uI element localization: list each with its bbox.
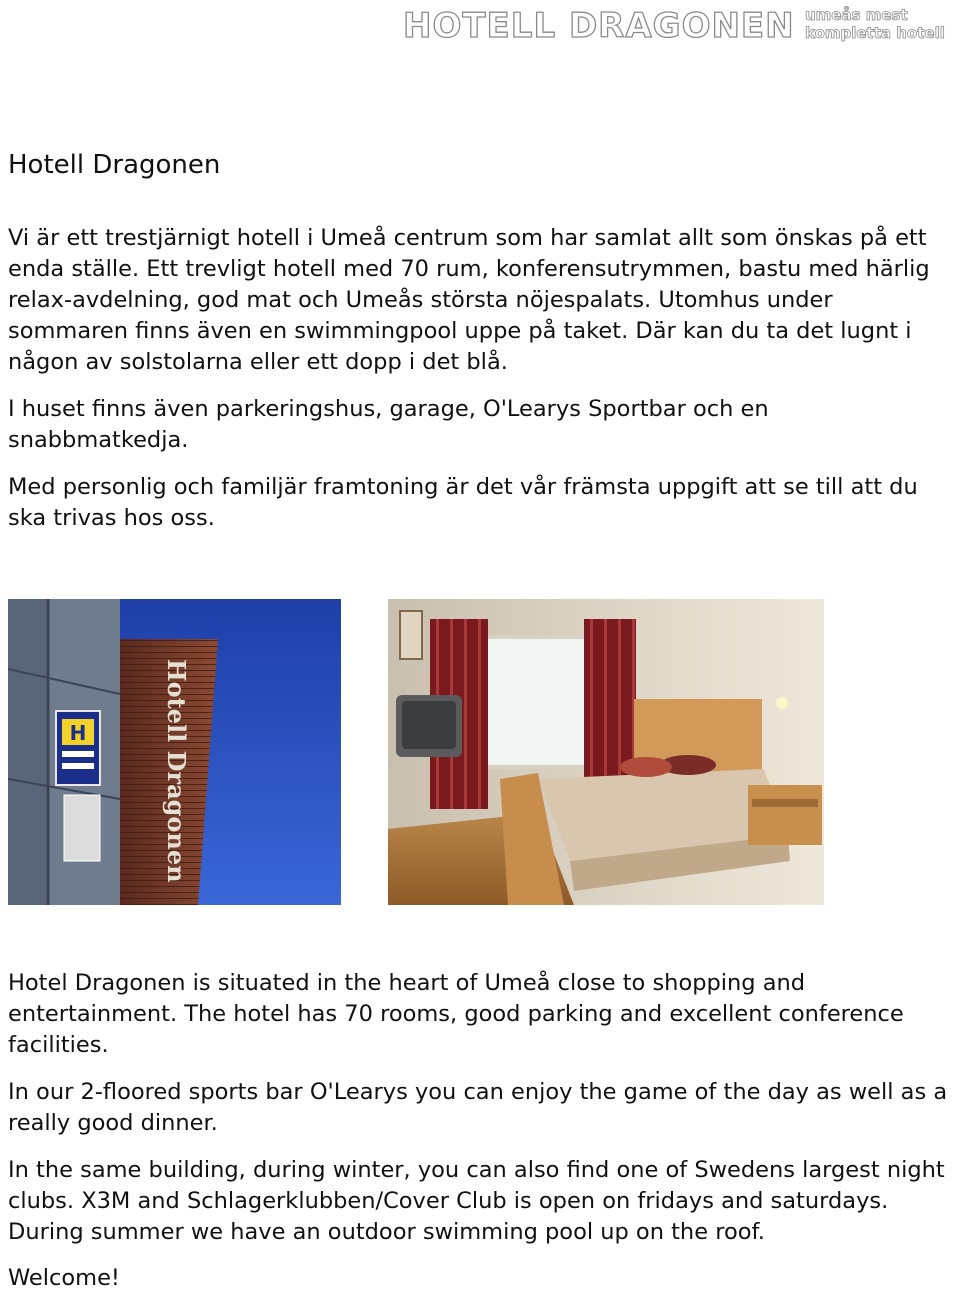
logo-tagline [805, 6, 945, 42]
swedish-facilities-paragraph: I huset finns även parkeringshus, garage, O'Learys Sportbar och en snabbmatkedja. [8, 396, 769, 453]
swedish-intro-paragraph: Vi är ett trestjärnigt hotell i Umeå centrum som har samlat allt som önskas på ett enda ställe. Ett trevligt hotell med 70 rum, konferensutrymmen, bastu med härlig relax-avdelning, god mat och Umeås största nöjespalats. Utomhus under sommaren finns även en swimmingpool uppe på taket. Där kan du ta det lugnt i någon av solstolarna eller ett dopp i det blå. [8, 225, 930, 375]
swedish-welcome-paragraph: Med personlig och familjär framtoning är det vår främsta uppgift att se till att du ska trivas hos oss. [8, 474, 918, 531]
logo-tagline-line2: kompletta hotell [805, 24, 945, 42]
hotel-badge-letter: H [69, 721, 87, 745]
hotel-room-photo [388, 599, 824, 905]
page-title: Hotell Dragonen [8, 150, 221, 180]
english-nightclub-paragraph: In the same building, during winter, you can also find one of Swedens largest night clubs. X3M and Schlagerklubben/Cover Club is open on fridays and saturdays. During summer we have an outdoor swimming pool up on the roof. [8, 1157, 945, 1245]
hotel-logo [403, 6, 958, 46]
english-sportsbar-paragraph: In our 2-floored sports bar O'Learys you can enjoy the game of the day as well as a really good dinner. [8, 1079, 948, 1136]
logo-tagline-line1: umeås mest [805, 6, 908, 24]
facade-sign-text: Hotell Dragonen [162, 659, 191, 883]
logo-wordmark: HOTELL DRAGONEN [403, 6, 795, 46]
english-welcome-text: Welcome! [8, 1265, 120, 1291]
hotel-facade-photo [8, 599, 341, 905]
english-intro-paragraph: Hotel Dragonen is situated in the heart of Umeå close to shopping and entertainment. The hotel has 70 rooms, good parking and excellent conference facilities. [8, 970, 904, 1058]
